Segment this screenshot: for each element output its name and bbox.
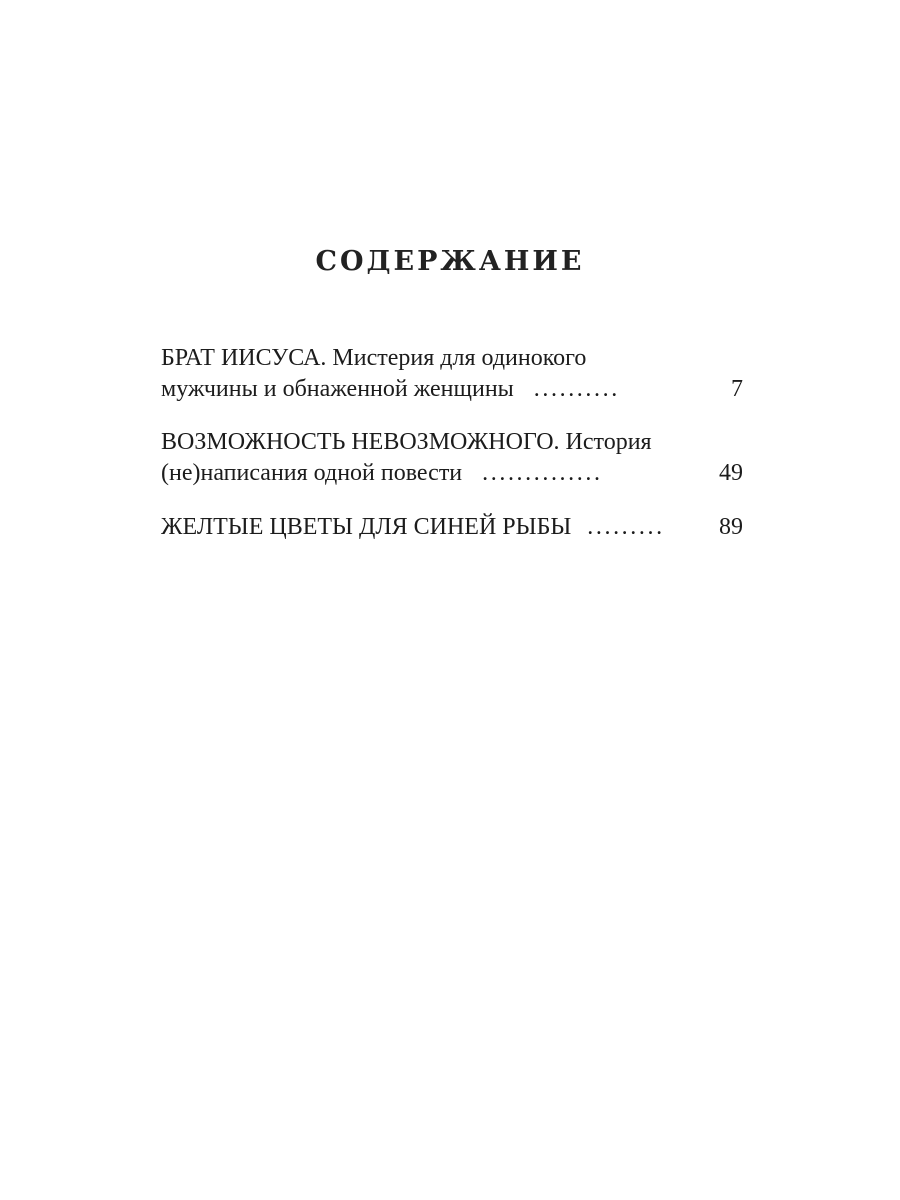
toc-entry[interactable] — [161, 427, 743, 489]
toc-entry[interactable] — [161, 512, 743, 543]
toc-entry-title-continued: (не)написания одной повести — [161, 460, 463, 486]
toc-entry-line — [161, 512, 743, 543]
toc-page-number: 89 — [719, 514, 743, 540]
toc-entry-line — [161, 427, 743, 458]
toc-page-number: 7 — [731, 376, 743, 402]
dot-leader: .............. — [482, 460, 603, 486]
toc-entry-title: ЖЕЛТЫЕ ЦВЕТЫ ДЛЯ СИНЕЙ РЫБЫ — [161, 514, 572, 540]
dot-leader: .......... — [533, 376, 620, 402]
toc-entry-title-continued: мужчины и обнаженной женщины — [161, 376, 514, 402]
dot-leader: ......... — [587, 514, 665, 540]
toc-page-number: 49 — [719, 460, 743, 486]
toc-entry[interactable] — [161, 343, 743, 405]
toc-entry-title: ВОЗМОЖНОСТЬ НЕВОЗМОЖНОГО. История — [161, 429, 652, 455]
page-title: СОДЕРЖАНИЕ — [315, 246, 585, 277]
toc-entry-line — [161, 343, 743, 374]
toc-entry-line — [161, 458, 743, 489]
toc-entry-line — [161, 374, 743, 405]
toc-entry-title: БРАТ ИИСУСА. Мистерия для одинокого — [161, 345, 587, 371]
